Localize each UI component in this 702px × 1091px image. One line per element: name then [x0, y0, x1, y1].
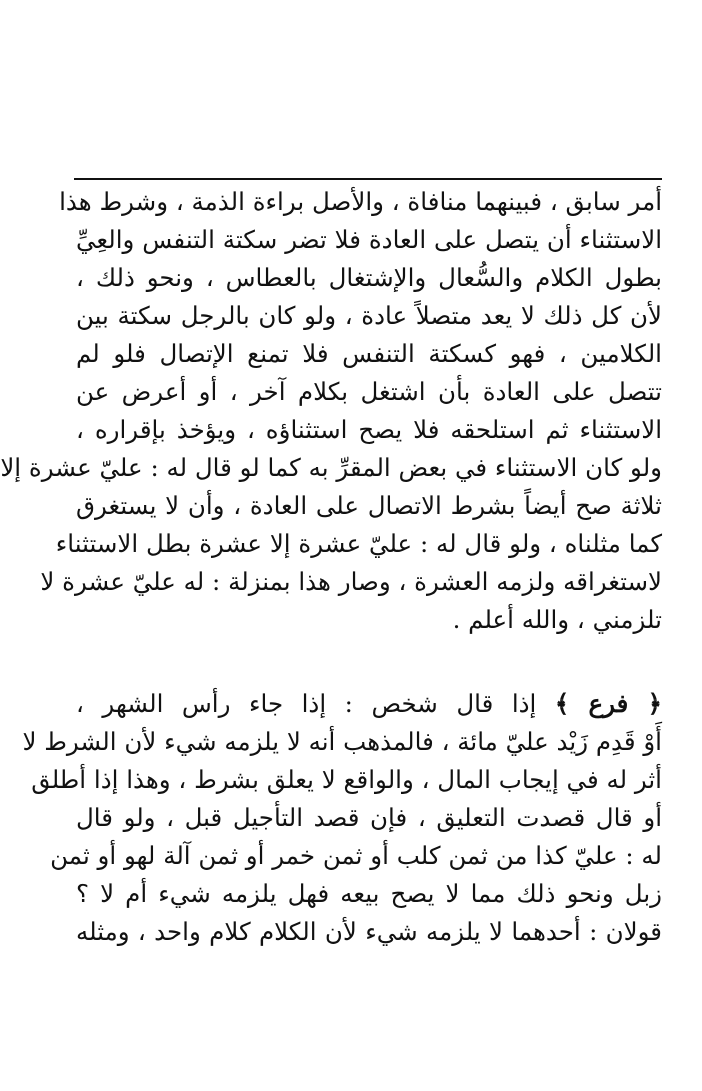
- text-line: أَوْ قَدِم زَيْد عليّ مائة ، فالمذهب أنه لا يلزمه شيء لأن الشرط لا: [22, 727, 662, 756]
- text-line: الاستثناء أن يتصل على العادة فلا تضر سكتة التنفس والعِيِّ: [76, 225, 662, 254]
- text-line: أو قال قصدت التعليق ، فإن قصد التأجيل قبل ، ولو قال: [76, 803, 662, 832]
- text-line: أمر سابق ، فبينهما منافاة ، والأصل براءة الذمة ، وشرط هذا: [59, 187, 662, 216]
- text-line: كما مثلناه ، ولو قال له : عليّ عشرة إلا عشرة بطل الاستثناء: [55, 529, 662, 558]
- footnote-separator-rule: [74, 178, 662, 180]
- text-line: قولان : أحدهما لا يلزمه شيء لأن الكلام كلام واحد ، ومثله: [76, 917, 662, 946]
- text-line: لاستغراقه ولزمه العشرة ، وصار هذا بمنزلة : له عليّ عشرة لا: [40, 567, 662, 596]
- text-line: ولو كان الاستثناء في بعض المقرِّ به كما لو قال له : عليّ عشرة إلا: [0, 453, 662, 482]
- text-line: لأن كل ذلك لا يعد متصلاً عادة ، ولو كان بالرجل سكتة بين: [76, 301, 662, 330]
- text-line: ثلاثة صح أيضاً بشرط الاتصال على العادة ، وأن لا يستغرق: [76, 491, 662, 520]
- text-line: أثر له في إيجاب المال ، والواقع لا يعلق بشرط ، وهذا إذا أطلق: [31, 765, 662, 794]
- text-line: الاستثناء ثم استلحقه فلا يصح استثناؤه ، ويؤخذ بإقراره ،: [76, 415, 662, 444]
- text-line: زبل ونحو ذلك مما لا يصح بيعه فهل يلزمه شيء أم لا ؟: [76, 879, 662, 908]
- branch-heading-line: [76, 685, 662, 723]
- text-line: بطول الكلام والسُّعال والإشتغال بالعطاس ، ونحو ذلك ،: [76, 263, 662, 292]
- paragraph-branch: [22, 685, 662, 951]
- branch-heading-text: إذا قال شخص : إذا جاء رأس الشهر ،: [76, 689, 537, 718]
- text-line: له : عليّ كذا من ثمن كلب أو ثمن خمر أو ثمن آلة لهو أو ثمن: [50, 841, 662, 870]
- text-line: الكلامين ، فهو كسكتة التنفس فلا تمنع الإتصال فلو لم: [76, 339, 662, 368]
- branch-heading: ﴿ فرع ﴾: [554, 689, 662, 718]
- text-line: تتصل على العادة بأن اشتغل بكلام آخر ، أو أعرض عن: [76, 377, 662, 406]
- text-line: تلزمني ، والله أعلم .: [452, 605, 662, 634]
- paragraph-continuation: [0, 183, 662, 639]
